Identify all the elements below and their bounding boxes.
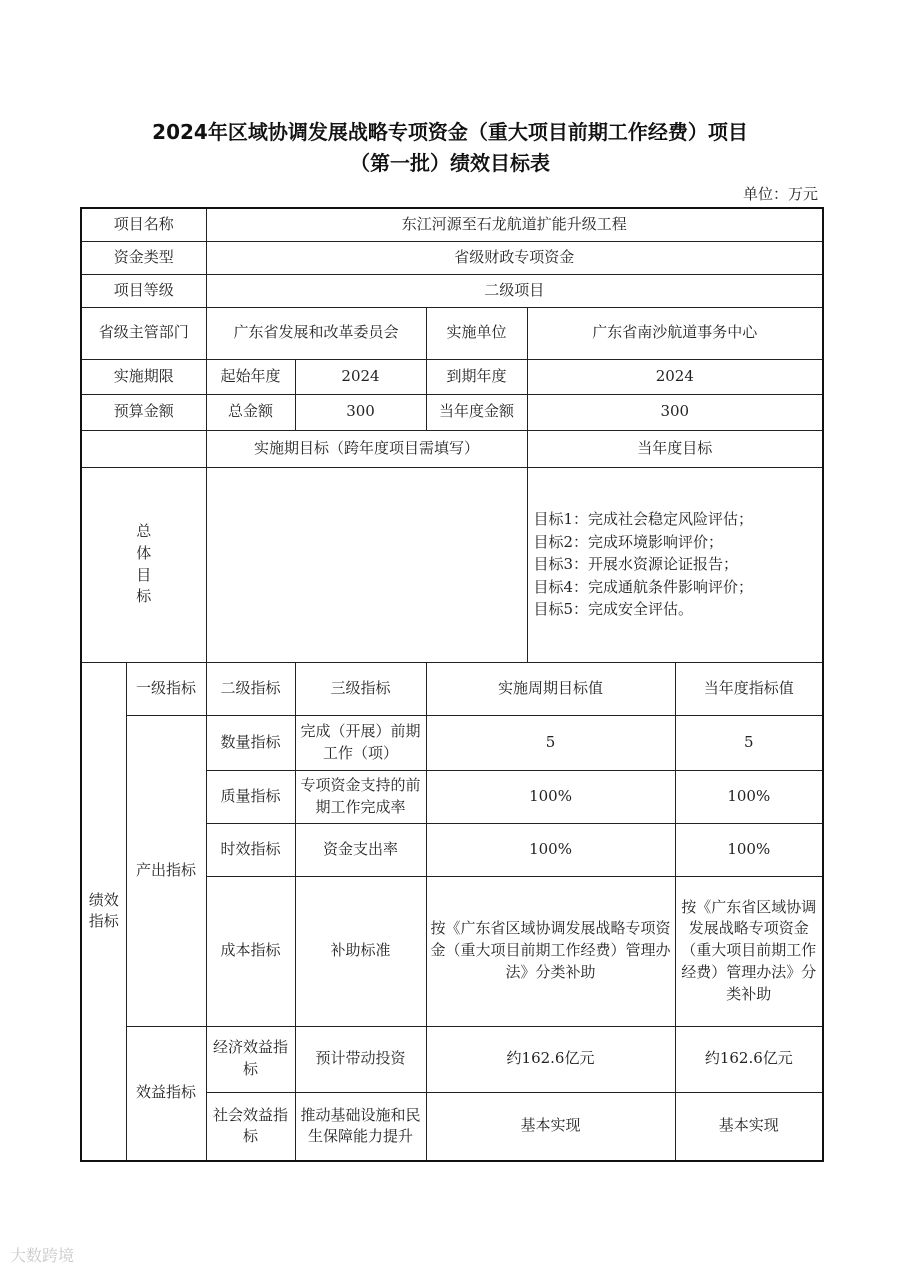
row-period-value: 5 xyxy=(426,715,675,770)
period-label: 实施期限 xyxy=(81,359,206,394)
document-title-line1: 2024年区域协调发展战略专项资金（重大项目前期工作经费）项目 xyxy=(152,120,748,144)
period-goal-content xyxy=(206,467,527,662)
fund-type-value: 省级财政专项资金 xyxy=(206,241,823,274)
start-year-label: 起始年度 xyxy=(206,359,295,394)
dept-label: 省级主管部门 xyxy=(81,307,206,359)
benefit-indicator-label: 效益指标 xyxy=(126,1026,206,1161)
row-period-value: 100% xyxy=(426,770,675,823)
period-goal-header: 实施期目标（跨年度项目需填写） xyxy=(206,430,527,467)
total-amount-value: 300 xyxy=(295,394,426,430)
project-name-value: 东江河源至石龙航道扩能升级工程 xyxy=(206,208,823,241)
row-year-value: 约162.6亿元 xyxy=(675,1026,823,1092)
row-year-value: 5 xyxy=(675,715,823,770)
year-amount-label: 当年度金额 xyxy=(426,394,527,430)
performance-indicator-label: 绩效 指标 xyxy=(81,662,126,1161)
overall-goal-label: 总 体 目 标 xyxy=(81,467,206,662)
row-level2: 质量指标 xyxy=(206,770,295,823)
row-year-value: 按《广东省区域协调发展战略专项资金（重大项目前期工作经费）管理办法》分类补助 xyxy=(675,876,823,1026)
year-goal-item: 目标5：完成安全评估。 xyxy=(533,600,694,619)
budget-label: 预算金额 xyxy=(81,394,206,430)
header-level2: 二级指标 xyxy=(206,662,295,715)
goal-header-blank xyxy=(81,430,206,467)
year-goal-item: 目标2：完成环境影响评价； xyxy=(533,532,724,551)
header-period-value: 实施周期目标值 xyxy=(426,662,675,715)
performance-target-table xyxy=(80,207,824,1162)
project-level-label: 项目等级 xyxy=(81,274,206,307)
fund-type-label: 资金类型 xyxy=(81,241,206,274)
row-year-value: 基本实现 xyxy=(675,1092,823,1161)
year-goal-item: 目标3：开展水资源论证报告； xyxy=(533,555,739,574)
header-level1: 一级指标 xyxy=(126,662,206,715)
impl-unit-value: 广东省南沙航道事务中心 xyxy=(527,307,823,359)
header-year-value: 当年度指标值 xyxy=(675,662,823,715)
document-title-line2: （第一批）绩效目标表 xyxy=(350,151,550,175)
row-level3: 资金支出率 xyxy=(295,823,426,876)
row-period-value: 基本实现 xyxy=(426,1092,675,1161)
row-level3: 补助标准 xyxy=(295,876,426,1026)
row-level3: 完成（开展）前期工作（项） xyxy=(295,715,426,770)
year-goal-item: 目标1：完成社会稳定风险评估； xyxy=(533,510,754,529)
project-level-value: 二级项目 xyxy=(206,274,823,307)
year-amount-value: 300 xyxy=(527,394,823,430)
project-name-label: 项目名称 xyxy=(81,208,206,241)
row-level2: 成本指标 xyxy=(206,876,295,1026)
row-level3: 专项资金支持的前期工作完成率 xyxy=(295,770,426,823)
start-year-value: 2024 xyxy=(295,359,426,394)
dept-value: 广东省发展和改革委员会 xyxy=(206,307,426,359)
total-amount-label: 总金额 xyxy=(206,394,295,430)
output-indicator-label: 产出指标 xyxy=(126,715,206,1026)
row-level3: 推动基础设施和民生保障能力提升 xyxy=(295,1092,426,1161)
year-goal-item: 目标4：完成通航条件影响评价； xyxy=(533,577,754,596)
watermark-logo: 大数跨境 xyxy=(10,1246,75,1265)
row-period-value: 按《广东省区域协调发展战略专项资金（重大项目前期工作经费）管理办法》分类补助 xyxy=(426,876,675,1026)
row-level2: 数量指标 xyxy=(206,715,295,770)
row-level2: 时效指标 xyxy=(206,823,295,876)
year-goal-list xyxy=(527,467,823,662)
year-goal-header: 当年度目标 xyxy=(527,430,823,467)
row-year-value: 100% xyxy=(675,823,823,876)
header-level3: 三级指标 xyxy=(295,662,426,715)
end-year-value: 2024 xyxy=(527,359,823,394)
row-period-value: 约162.6亿元 xyxy=(426,1026,675,1092)
row-level2: 经济效益指标 xyxy=(206,1026,295,1092)
row-level3: 预计带动投资 xyxy=(295,1026,426,1092)
unit-label: 单位：万元 xyxy=(742,185,818,203)
row-level2: 社会效益指标 xyxy=(206,1092,295,1161)
row-period-value: 100% xyxy=(426,823,675,876)
row-year-value: 100% xyxy=(675,770,823,823)
end-year-label: 到期年度 xyxy=(426,359,527,394)
impl-unit-label: 实施单位 xyxy=(426,307,527,359)
